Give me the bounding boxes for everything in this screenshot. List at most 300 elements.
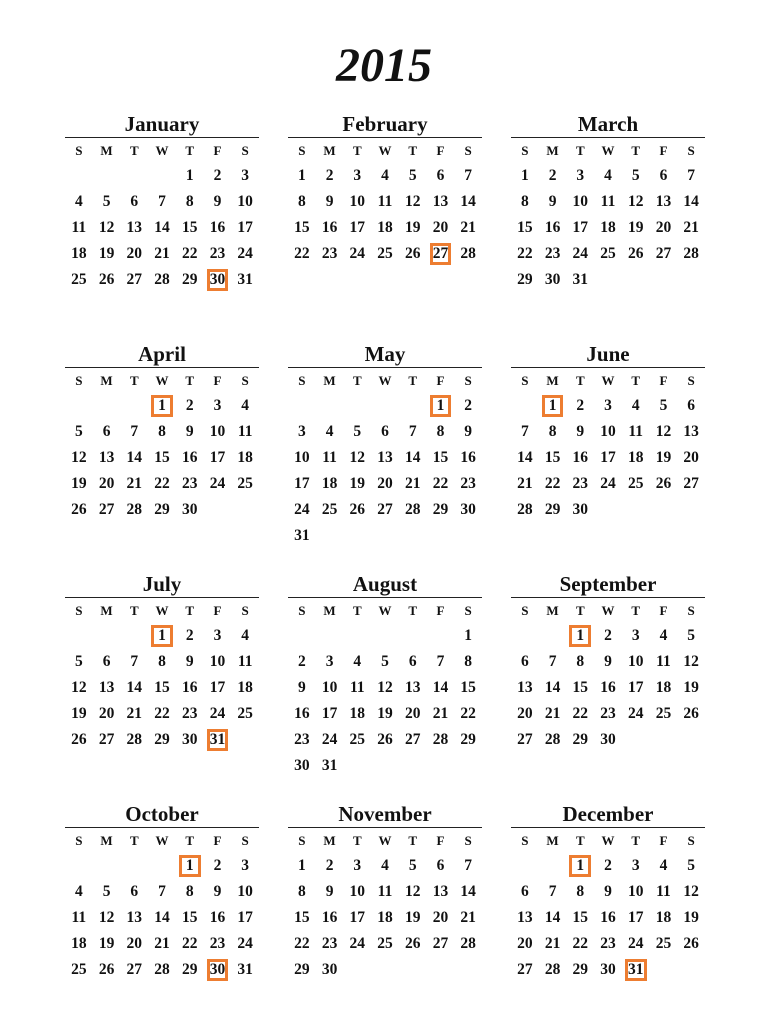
weekday-label: T — [352, 603, 362, 618]
day-cell: 20 — [432, 909, 449, 926]
day-cell: 23 — [209, 245, 226, 262]
day-cell: 25 — [71, 271, 87, 288]
day-cell: 7 — [548, 653, 557, 670]
day-cell: 22 — [294, 935, 310, 952]
day-cell: 28 — [517, 501, 533, 518]
day-cell: 24 — [209, 705, 226, 722]
day-cell: 23 — [321, 245, 338, 262]
week-row — [65, 419, 259, 445]
day-cell: 25 — [71, 961, 87, 978]
day-cell: 21 — [683, 219, 699, 236]
weekday-label: T — [352, 833, 362, 848]
day-cell: 15 — [460, 679, 476, 696]
empty-cell — [539, 853, 567, 879]
weekday-header — [288, 138, 482, 163]
day-cell: 3 — [631, 627, 640, 644]
day-cell: 29 — [294, 961, 310, 978]
weekday-label: S — [687, 143, 695, 158]
day-cell: 29 — [460, 731, 476, 748]
empty-cell — [511, 393, 539, 419]
day-cell: 19 — [655, 449, 672, 466]
day-cell: 18 — [377, 909, 393, 926]
day-cell: 12 — [377, 679, 393, 696]
day-cell: 18 — [655, 679, 672, 696]
empty-cell — [399, 393, 427, 419]
week-row — [511, 241, 705, 267]
weekday-label: S — [464, 143, 472, 158]
day-cell: 22 — [294, 245, 310, 262]
week-row — [65, 957, 259, 983]
week-row — [65, 879, 259, 905]
week-row — [288, 445, 482, 471]
month-name: April — [65, 342, 259, 368]
day-cell: 29 — [154, 731, 170, 748]
day-cell: 20 — [377, 475, 393, 492]
day-cell: 6 — [520, 883, 529, 900]
weekday-label: S — [298, 833, 306, 848]
day-cell: 28 — [683, 245, 699, 262]
day-cell: 29 — [181, 961, 198, 978]
day-cell: 7 — [687, 167, 696, 184]
day-cell: 7 — [436, 653, 445, 670]
empty-cell — [65, 623, 93, 649]
day-cell-highlighted: 1 — [148, 393, 176, 419]
week-row — [288, 675, 482, 701]
month-name: October — [65, 802, 259, 828]
day-cell: 10 — [349, 193, 366, 210]
day-cell: 4 — [74, 193, 83, 210]
weekday-label: F — [436, 143, 445, 158]
week-row — [65, 623, 259, 649]
day-cell: 22 — [432, 475, 449, 492]
day-cell: 19 — [71, 475, 87, 492]
day-cell: 6 — [102, 653, 111, 670]
week-row — [288, 879, 482, 905]
empty-cell — [93, 623, 121, 649]
day-cell: 26 — [655, 475, 672, 492]
day-cell: 17 — [237, 219, 253, 236]
day-cell: 19 — [377, 705, 393, 722]
day-cell: 17 — [209, 449, 226, 466]
day-cell: 19 — [71, 705, 87, 722]
empty-cell — [622, 497, 650, 523]
week-row — [511, 497, 705, 523]
empty-cell — [427, 623, 455, 649]
day-cell: 5 — [687, 627, 696, 644]
day-cell: 2 — [325, 167, 334, 184]
day-cell: 20 — [517, 935, 533, 952]
day-cell: 20 — [126, 935, 143, 952]
weekday-label: S — [464, 603, 472, 618]
weekday-label: T — [631, 833, 641, 848]
day-cell: 24 — [321, 731, 338, 748]
month-name: September — [511, 572, 705, 598]
day-cell: 2 — [297, 653, 306, 670]
day-cell: 21 — [126, 705, 143, 722]
day-cell: 21 — [404, 475, 421, 492]
day-cell: 24 — [600, 475, 616, 492]
day-cell: 12 — [683, 883, 699, 900]
day-cell: 18 — [237, 679, 253, 696]
month-name: March — [511, 112, 705, 138]
day-cell: 29 — [572, 961, 589, 978]
week-row — [65, 163, 259, 189]
week-row — [65, 905, 259, 931]
week-row — [65, 215, 259, 241]
day-cell: 23 — [460, 475, 476, 492]
weekday-label: T — [185, 373, 195, 388]
day-cell: 3 — [297, 423, 306, 440]
weekday-label: M — [546, 603, 559, 618]
day-cell: 5 — [353, 423, 362, 440]
day-cell-highlighted: 1 — [176, 853, 204, 879]
weekday-header — [511, 598, 705, 623]
day-cell: 12 — [683, 653, 699, 670]
day-cell: 17 — [627, 909, 644, 926]
month-may — [288, 342, 482, 549]
day-cell: 18 — [237, 449, 253, 466]
day-cell: 4 — [74, 883, 83, 900]
day-cell: 9 — [464, 423, 473, 440]
weekday-label: S — [464, 373, 472, 388]
day-cell: 17 — [321, 705, 338, 722]
week-row — [511, 957, 705, 983]
week-row — [288, 753, 482, 779]
day-cell: 16 — [544, 219, 561, 236]
day-cell: 1 — [297, 857, 306, 874]
day-cell: 2 — [185, 627, 194, 644]
month-name: July — [65, 572, 259, 598]
day-cell: 13 — [517, 679, 533, 696]
day-cell-highlighted: 1 — [566, 623, 594, 649]
month-october — [65, 802, 259, 983]
empty-cell — [399, 957, 427, 983]
day-cell: 16 — [600, 679, 616, 696]
weekday-label: F — [213, 143, 222, 158]
empty-cell — [677, 497, 705, 523]
week-row — [65, 267, 259, 293]
day-cell: 4 — [381, 857, 389, 874]
day-cell: 6 — [102, 423, 111, 440]
day-cell: 8 — [297, 193, 306, 210]
day-cell: 11 — [349, 679, 365, 696]
day-cell: 28 — [154, 961, 170, 978]
day-cell: 25 — [237, 475, 253, 492]
day-cell: 8 — [297, 883, 306, 900]
day-cell-highlighted: 31 — [204, 727, 232, 753]
weekday-label: M — [100, 833, 113, 848]
day-cell: 14 — [126, 449, 143, 466]
day-cell: 18 — [655, 909, 672, 926]
day-cell: 7 — [408, 423, 417, 440]
weekday-label: F — [213, 603, 222, 618]
day-cell: 7 — [464, 167, 473, 184]
empty-cell — [399, 623, 427, 649]
day-cell: 29 — [154, 501, 170, 518]
day-cell: 30 — [572, 501, 589, 518]
day-cell: 5 — [659, 397, 668, 414]
empty-cell — [343, 523, 371, 549]
empty-cell — [120, 623, 148, 649]
empty-cell — [677, 267, 705, 293]
month-name: May — [288, 342, 482, 368]
day-cell: 26 — [683, 935, 699, 952]
day-cell: 15 — [517, 219, 533, 236]
day-cell: 29 — [572, 731, 589, 748]
day-cell: 14 — [460, 883, 476, 900]
day-cell: 28 — [126, 501, 143, 518]
weekday-label: S — [687, 833, 695, 848]
weekday-label: S — [241, 833, 249, 848]
empty-cell — [120, 853, 148, 879]
day-cell: 14 — [154, 909, 170, 926]
week-row — [288, 853, 482, 879]
week-row — [511, 471, 705, 497]
day-cell: 27 — [126, 271, 143, 288]
day-cell: 28 — [460, 245, 476, 262]
day-cell: 15 — [294, 909, 310, 926]
day-cell: 17 — [572, 219, 589, 236]
year-title: 2015 — [336, 39, 432, 92]
weekday-label: M — [100, 603, 113, 618]
month-july — [65, 572, 259, 753]
day-cell: 13 — [404, 679, 421, 696]
day-cell: 14 — [460, 193, 476, 210]
weekday-label: F — [436, 373, 445, 388]
day-cell: 30 — [181, 501, 198, 518]
weekday-label: F — [659, 373, 668, 388]
day-cell: 8 — [464, 653, 473, 670]
empty-cell — [148, 853, 176, 879]
day-cell: 5 — [74, 653, 83, 670]
day-cell: 14 — [683, 193, 699, 210]
weekday-label: W — [601, 373, 615, 388]
empty-cell — [454, 523, 482, 549]
day-cell: 9 — [297, 679, 306, 696]
day-cell: 13 — [655, 193, 672, 210]
day-cell: 8 — [185, 193, 194, 210]
day-cell: 27 — [126, 961, 143, 978]
day-cell: 19 — [98, 245, 115, 262]
day-cell: 13 — [98, 449, 115, 466]
day-cell: 16 — [209, 219, 226, 236]
week-row — [65, 241, 259, 267]
day-cell: 9 — [325, 193, 334, 210]
day-cell: 11 — [656, 653, 671, 670]
empty-cell — [120, 393, 148, 419]
day-cell: 24 — [349, 245, 366, 262]
week-row — [288, 189, 482, 215]
day-cell: 12 — [349, 449, 366, 466]
day-cell: 25 — [377, 935, 393, 952]
day-cell: 7 — [130, 653, 139, 670]
day-cell: 25 — [321, 501, 338, 518]
month-name: June — [511, 342, 705, 368]
week-row — [288, 649, 482, 675]
day-cell: 30 — [460, 501, 476, 518]
weekday-label: S — [241, 143, 249, 158]
weekday-label: W — [378, 143, 392, 158]
empty-cell — [650, 727, 678, 753]
day-cell: 13 — [126, 909, 143, 926]
weekday-header — [511, 138, 705, 163]
day-cell: 22 — [544, 475, 561, 492]
day-cell: 4 — [241, 627, 250, 644]
day-cell: 6 — [520, 653, 529, 670]
empty-cell — [371, 623, 399, 649]
weekday-label: S — [298, 143, 306, 158]
week-row — [511, 649, 705, 675]
day-cell-highlighted: 1 — [148, 623, 176, 649]
day-cell: 20 — [432, 219, 449, 236]
month-september — [511, 572, 705, 753]
day-cell: 5 — [74, 423, 83, 440]
weekday-label: W — [155, 833, 169, 848]
empty-cell — [120, 163, 148, 189]
day-cell: 28 — [404, 501, 421, 518]
day-cell: 1 — [297, 167, 306, 184]
week-row — [288, 727, 482, 753]
month-name: November — [288, 802, 482, 828]
day-cell: 22 — [572, 935, 589, 952]
day-cell: 24 — [294, 501, 310, 518]
empty-cell — [65, 393, 93, 419]
day-cell: 4 — [659, 857, 668, 874]
day-cell: 1 — [520, 167, 529, 184]
weekday-label: W — [378, 373, 392, 388]
week-row — [65, 853, 259, 879]
day-cell-highlighted: 1 — [427, 393, 455, 419]
weekday-label: S — [521, 603, 529, 618]
weekday-label: T — [575, 833, 585, 848]
day-cell: 2 — [604, 857, 612, 874]
day-cell: 16 — [600, 909, 616, 926]
week-row — [288, 957, 482, 983]
day-cell: 5 — [408, 167, 417, 184]
empty-cell — [231, 497, 259, 523]
week-row — [288, 905, 482, 931]
day-cell: 3 — [213, 627, 222, 644]
weekday-label: F — [213, 373, 222, 388]
day-cell: 27 — [377, 501, 393, 518]
day-cell: 27 — [517, 961, 533, 978]
day-cell: 13 — [432, 193, 449, 210]
weekday-label: S — [241, 373, 249, 388]
day-cell: 12 — [655, 423, 672, 440]
day-cell: 6 — [130, 193, 139, 210]
week-row — [511, 623, 705, 649]
weekday-header — [288, 828, 482, 853]
day-cell: 18 — [600, 219, 616, 236]
day-cell-highlighted: 31 — [622, 957, 650, 983]
day-cell: 3 — [353, 857, 362, 874]
empty-cell — [231, 727, 259, 753]
day-cell: 31 — [572, 271, 589, 288]
day-cell: 22 — [181, 245, 198, 262]
day-cell: 4 — [604, 167, 612, 184]
day-cell: 30 — [600, 961, 616, 978]
day-cell: 14 — [544, 679, 561, 696]
day-cell: 19 — [98, 935, 115, 952]
day-cell: 21 — [517, 475, 533, 492]
week-row — [288, 393, 482, 419]
day-cell: 30 — [321, 961, 338, 978]
day-cell: 15 — [294, 219, 310, 236]
day-cell: 8 — [520, 193, 529, 210]
day-cell: 19 — [404, 909, 421, 926]
day-cell: 23 — [600, 935, 616, 952]
empty-cell — [622, 727, 650, 753]
day-cell: 25 — [655, 935, 672, 952]
day-cell: 19 — [683, 909, 699, 926]
day-cell: 11 — [237, 653, 253, 670]
day-cell: 16 — [460, 449, 476, 466]
day-cell: 25 — [237, 705, 253, 722]
day-cell-highlighted: 30 — [204, 267, 232, 293]
week-row — [511, 393, 705, 419]
day-cell: 17 — [627, 679, 644, 696]
empty-cell — [343, 957, 371, 983]
day-cell: 8 — [436, 423, 445, 440]
week-row — [288, 241, 482, 267]
day-cell: 18 — [71, 245, 87, 262]
weekday-label: W — [601, 143, 615, 158]
day-cell: 9 — [185, 653, 194, 670]
weekday-label: S — [687, 373, 695, 388]
day-cell: 21 — [154, 935, 170, 952]
empty-cell — [399, 523, 427, 549]
day-cell: 10 — [627, 883, 644, 900]
day-cell: 2 — [604, 627, 612, 644]
weekday-header — [288, 368, 482, 393]
weekday-label: F — [436, 833, 445, 848]
month-june — [511, 342, 705, 523]
day-cell: 24 — [237, 935, 253, 952]
week-row — [511, 163, 705, 189]
day-cell: 6 — [436, 167, 445, 184]
empty-cell — [93, 393, 121, 419]
week-row — [65, 189, 259, 215]
day-cell: 21 — [126, 475, 143, 492]
day-cell: 11 — [322, 449, 337, 466]
weekday-label: W — [378, 603, 392, 618]
weekday-label: S — [75, 833, 83, 848]
weekday-label: T — [185, 833, 195, 848]
week-row — [65, 675, 259, 701]
month-august — [288, 572, 482, 779]
day-cell: 2 — [464, 397, 473, 414]
weekday-header — [65, 598, 259, 623]
day-cell: 15 — [181, 909, 198, 926]
day-cell: 26 — [349, 501, 366, 518]
weekday-label: T — [185, 603, 195, 618]
day-cell: 12 — [71, 449, 87, 466]
day-cell: 7 — [130, 423, 139, 440]
day-cell: 4 — [325, 423, 334, 440]
week-row — [65, 471, 259, 497]
weekday-label: T — [631, 373, 641, 388]
weekday-label: T — [408, 143, 418, 158]
day-cell: 9 — [213, 883, 222, 900]
day-cell: 16 — [209, 909, 226, 926]
day-cell: 7 — [520, 423, 529, 440]
empty-cell — [454, 957, 482, 983]
weekday-label: M — [323, 833, 336, 848]
week-row — [511, 675, 705, 701]
weekday-label: F — [213, 833, 222, 848]
empty-cell — [427, 957, 455, 983]
week-row — [511, 701, 705, 727]
